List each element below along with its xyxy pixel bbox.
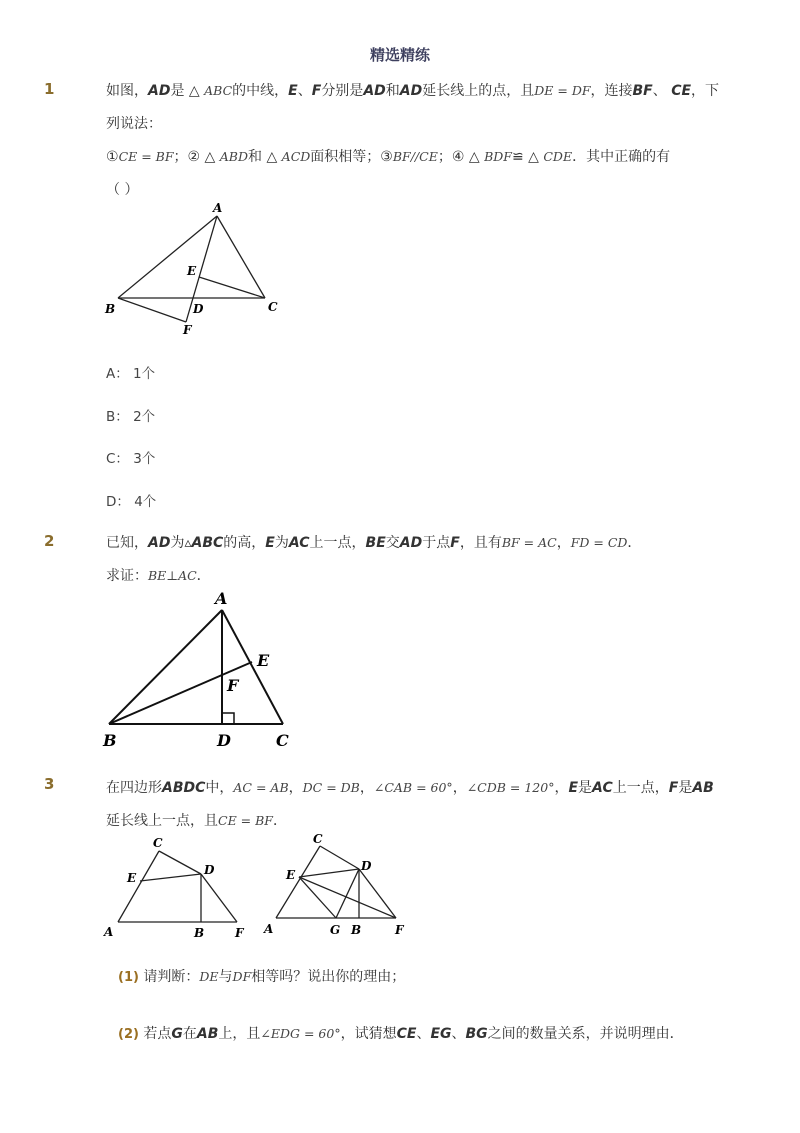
q3f1-label-C: C <box>153 836 163 850</box>
q1-option-d: D： 4个 <box>106 494 157 510</box>
question-number: 2 <box>44 532 55 550</box>
q3f2-label-G: G <box>330 923 341 937</box>
q1-text-line1: 如图，AD是 △ ABC的中线，E、F分别是AD和AD延长线上的点，且DE = DF，连接BF、 CE，下 <box>106 83 720 99</box>
q1-answer-blank: （ ） <box>106 182 139 198</box>
q3f1-label-A: A <box>104 925 114 939</box>
q1-text-line3: ①CE = BF；② △ ABD和 △ ACD面积相等；③BF//CE；④ △ BDF≌ △ CDE．其中正确的有 <box>106 149 671 165</box>
q3-text-line1: 在四边形ABDC中，AC = AB，DC = DB，∠CAB = 60°，∠CDB = 120°，E是AC上一点，F是AB <box>106 780 714 796</box>
q1-label-A: A <box>213 201 223 215</box>
page-title: 精选精练 <box>369 46 430 64</box>
q3f2-label-C: C <box>313 832 323 846</box>
q1-text-line2: 列说法： <box>106 116 162 132</box>
q1-option-c: C： 3个 <box>106 451 156 467</box>
q3-subquestion-2: (2) 若点G在AB上，且∠EDG = 60°，试猜想CE、EG、BG之间的数量关系，并说明理由． <box>118 1026 684 1042</box>
q1-label-E: E <box>187 264 197 278</box>
q2-label-F: F <box>227 676 239 695</box>
q3-subquestion-1: (1) 请判断：DE与DF相等吗？说出你的理由； <box>118 969 406 985</box>
question-number: 1 <box>44 80 55 98</box>
q3f2-segment-EG <box>299 877 336 918</box>
q3f2-label-F: F <box>395 923 404 937</box>
q3-text-line2: 延长线上一点，且CE = BF． <box>106 813 287 829</box>
q2-label-C: C <box>276 731 289 750</box>
q2-text-line2: 求证：BE⊥AC． <box>106 568 211 584</box>
q3f1-label-B: B <box>194 926 205 940</box>
q3f2-label-A: A <box>264 922 274 936</box>
q2-label-A: A <box>215 589 228 608</box>
q3f2-segment-ED <box>299 869 359 877</box>
q2-label-D: D <box>217 731 231 750</box>
q3f2-side-CD <box>320 846 359 869</box>
q3f1-label-E: E <box>127 871 137 885</box>
q3f2-side-AC <box>276 846 320 918</box>
q3f2-label-B: B <box>351 923 362 937</box>
q2-label-E: E <box>257 651 270 670</box>
q3f1-label-D: D <box>204 863 215 877</box>
q3f2-label-E: E <box>286 868 296 882</box>
q1-option-a: A： 1个 <box>106 366 156 382</box>
q1-label-D: D <box>193 302 204 316</box>
q1-label-B: B <box>105 302 116 316</box>
q3f2-label-D: D <box>361 859 372 873</box>
q1-label-C: C <box>268 300 278 314</box>
q2-text-line1: 已知，AD为▵ABC的高，E为AC上一点，BE交AD于点F，且有BF = AC，FD = CD． <box>106 535 642 551</box>
q3f1-label-F: F <box>235 926 244 940</box>
question-number: 3 <box>44 775 55 793</box>
q1-option-b: B： 2个 <box>106 409 156 425</box>
q2-label-B: B <box>103 731 117 750</box>
q3f2-segment-EF <box>299 877 396 918</box>
q1-label-F: F <box>183 323 192 337</box>
